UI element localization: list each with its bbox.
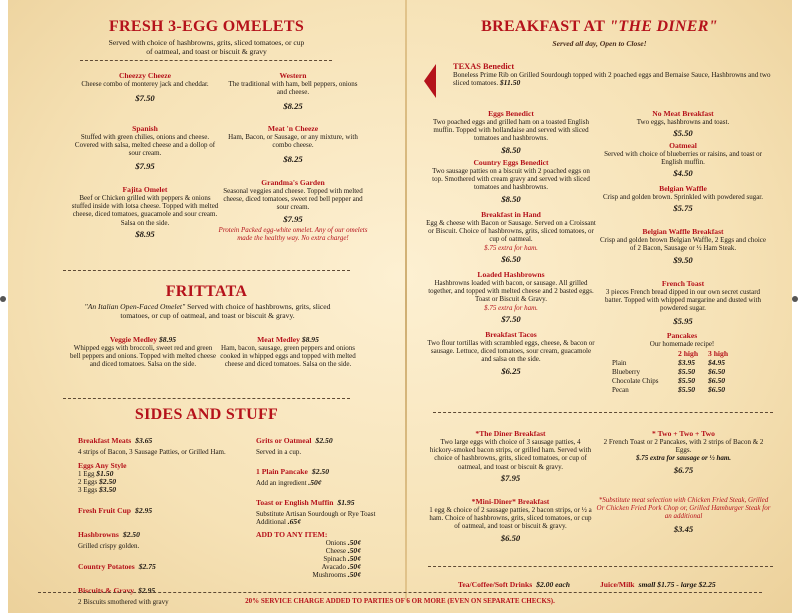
menu-item-no-meat-breakfast: No Meat Breakfast Two eggs, hashbrowns and toast. $5.50 bbox=[636, 109, 730, 139]
texas-marker bbox=[424, 64, 436, 98]
item-price: $8.25 bbox=[283, 101, 303, 112]
healthy-note: Protein Packed egg-white omelet. Any of our omelets made the healthy way. No extra charge! bbox=[218, 225, 368, 242]
item-name: Western bbox=[279, 71, 307, 80]
menu-item-western bbox=[218, 71, 368, 111]
add-items-list: Onions .50¢ Cheese .50¢ Spinach .50¢ Avacado .50¢ Mushrooms .50¢ bbox=[312, 538, 361, 579]
sides-right-column: Grits or Oatmeal $2.50 Served in a cup. 1 Plain Pancake $2.50 Add an ingredient .50¢ Toast or English Muffin $1.95 Substitute Artisan Sourdough or Rye Toast Additional .65¢ ADD TO ANY ITEM: Onions .50¢ Cheese .50¢ Spinach .50¢ Avacado .50¢ Mushrooms .50¢ bbox=[256, 430, 381, 579]
menu-item-cheezzy-cheeze bbox=[70, 71, 220, 103]
item-name: Cheezzy Cheeze bbox=[118, 71, 172, 80]
menu-item-breakfast-tacos: Breakfast Tacos Two flour tortillas with scrambled eggs, cheese, & bacon or sausage. Lettuce, diced tomatoes, sour cream, guacamole and salsa on the side. $6.25 bbox=[427, 330, 595, 376]
item-desc: Ham, Bacon, or Sausage, or any mixture, with combo cheese. bbox=[228, 133, 358, 150]
breakfast-subtitle: Served all day, Open to Close! bbox=[552, 39, 647, 48]
side-hashbrowns: Hashbrowns $2.50 bbox=[78, 530, 140, 539]
item-desc: Whipped eggs with broccoli, sweet red and green bell peppers and onions. Topped with melted cheese and diced tomatoes. Salsa on the side. bbox=[70, 344, 216, 369]
item-price: $7.95 bbox=[135, 160, 155, 171]
menu-item-breakfast-in-hand: Breakfast in Hand Egg & cheese with Bacon or Sausage. Served on a Croissant or Biscuit. Choice of hashbrowns, grits, sliced tomatoes, or cup of oatmeal. $.75 extra for ham. $6.50 bbox=[426, 210, 596, 264]
item-desc: Seasonal veggies and cheese. Topped with melted cheese, diced tomatoes, sweet red bell pepper and sour cream. bbox=[223, 187, 363, 212]
drinks-line: Tea/Coffee/Soft Drinks $2.00 each Juice/Milk small $1.75 - large $2.25 bbox=[458, 580, 716, 589]
item-price: $8.95 bbox=[135, 228, 155, 239]
menu-item-french-toast: French Toast 3 pieces French bread dipped in our own secret custard batter. Topped with whipped margarine and dusted with powdered sugar. $5.95 bbox=[605, 279, 761, 326]
breakfast-title: BREAKFAST AT "THE DINER" bbox=[481, 18, 718, 35]
page-fold bbox=[405, 0, 407, 600]
binding-hole-right bbox=[792, 296, 798, 302]
divider bbox=[433, 412, 773, 413]
item-price: $7.50 bbox=[135, 93, 155, 104]
menu-item-pancakes: Pancakes Our homemade recipe! 2 high 3 high Plain $3.95 $4.95 Blueberry $5.50 $6.50 Chocolate Chips $5.50 $6.50 Pecan $5.50 $6.50 bbox=[612, 331, 729, 395]
item-desc: Ham, bacon, sausage, green peppers and onions cooked in whipped eggs and topped with melted cheese and diced tomatoes. Salsa on the side. bbox=[220, 344, 356, 369]
pancake-price-table: 2 high 3 high Plain $3.95 $4.95 Blueberry $5.50 $6.50 Chocolate Chips $5.50 $6.50 Pecan $5.50 $6.50 bbox=[612, 349, 729, 395]
item-price: $7.95 bbox=[283, 213, 303, 224]
menu-item-belgian-waffle-breakfast: Belgian Waffle Breakfast Crisp and golden brown Belgian Waffle, 2 Eggs and choice of 2 Bacon, Sausage or ½ Ham Steak. $9.50 bbox=[600, 227, 766, 266]
frittata-subtitle: "An Italian Open-Faced Omelet" Served with choice of hashbrowns, grits, sliced tomatoes, or cup of oatmeal, and toast or biscuit & gravy. bbox=[84, 302, 331, 320]
side-country-potatoes: Country Potatoes $2.75 bbox=[78, 562, 156, 571]
item-desc: Cheese combo of monterey jack and cheddar. bbox=[81, 80, 209, 88]
item-desc: Beef or Chicken grilled with peppers & onions stuffed inside with lotsa cheese. Topped with melted cheese, diced tomatoes, guacamole and sour cream. Salsa on the side. bbox=[71, 194, 219, 227]
side-eggs-any-style: Eggs Any Style bbox=[78, 461, 127, 470]
menu-item-two-two-two: * Two + Two + Two 2 French Toast or 2 Pancakes, with 2 strips of Bacon & 2 Eggs. $.75 extra for sausage or ½ ham. $6.75 bbox=[603, 429, 764, 475]
side-biscuits-gravy: Biscuits & Gravy $2.95 bbox=[78, 586, 156, 595]
item-desc: The traditional with ham, bell peppers, onions and cheese. bbox=[228, 80, 358, 97]
substitute-note: *Substitute meat selection with Chicken Fried Steak, Grilled Or Chicken Fried Pork Chop or, Grilled Hamburger Steak for an additional $3.45 bbox=[596, 496, 771, 534]
side-grits-oatmeal: Grits or Oatmeal $2.50 bbox=[256, 436, 333, 445]
item-name: Fajita Omelet bbox=[122, 185, 168, 194]
item-name: Grandma's Garden bbox=[261, 178, 325, 187]
frittata-title: FRITTATA bbox=[165, 283, 248, 300]
divider bbox=[63, 398, 350, 399]
item-price: $8.25 bbox=[283, 154, 303, 165]
menu-item-country-eggs-benedict: Country Eggs Benedict Two sausage patties on a biscuit with 2 poached eggs on top. Smothered with cream gravy and served with sliced tomatoes and hashbrowns. $8.50 bbox=[432, 158, 590, 204]
service-charge-note: 20% SERVICE CHARGE ADDED TO PARTIES OF 6 OR MORE (EVEN ON SEPARATE CHECKS). bbox=[245, 597, 555, 605]
menu-item-meat-n-cheeze bbox=[218, 124, 368, 164]
menu-item-texas-benedict: TEXAS Benedict Boneless Prime Rib on Grilled Sourdough topped with 2 poached eggs and Bernaise Sauce, Hashbrowns and two sliced tomatoes. $11.50 bbox=[453, 62, 771, 87]
divider bbox=[428, 566, 773, 567]
menu-item-eggs-benedict: Eggs Benedict Two poached eggs and grilled ham on a toasted English muffin. Topped with hollandaise and served with sliced tomatoes and hashbrowns. $8.50 bbox=[433, 109, 589, 155]
side-breakfast-meats: Breakfast Meats $3.65 bbox=[78, 436, 153, 445]
menu-item-mini-diner-breakfast: *Mini-Diner* Breakfast 1 egg & choice of 2 sausage patties, 2 bacon strips, or ½ a ham. Choice of hashbrowns, grits, sliced tomatoes, or cup of oatmeal, and toast or biscuit & gravy. $6.50 bbox=[429, 497, 592, 543]
menu-item-spanish bbox=[70, 124, 220, 171]
menu-item-veggie-medley: Veggie Medley $8.95 Whipped eggs with broccoli, sweet red and green bell peppers and onions. Topped with melted cheese and diced tomatoes. Salsa on the side. bbox=[68, 335, 218, 369]
sides-title: SIDES AND STUFF bbox=[134, 406, 279, 423]
omelets-subtitle: Served with choice of hashbrowns, grits, sliced tomatoes, or cup of oatmeal, and toast or biscuit & gravy bbox=[108, 38, 305, 56]
menu-page bbox=[8, 0, 792, 613]
add-to-any-item-title: ADD TO ANY ITEM: bbox=[256, 530, 328, 539]
item-name: Meat 'n Cheeze bbox=[267, 124, 319, 133]
menu-item-loaded-hashbrowns: Loaded Hashbrowns Hashbrowns loaded with bacon, or sausage. All grilled together, and topped with melted cheese and 2 basted eggs. Toast or Biscuit & Gravy. $.75 extra for ham. $7.50 bbox=[428, 270, 594, 324]
binding-hole-left bbox=[0, 296, 6, 302]
sides-left-column: Breakfast Meats $3.65 4 strips of Bacon, 3 Sausage Patties, or Grilled Ham. Eggs Any Style 1 Egg $1.50 2 Eggs $2.50 3 Eggs $3.50 Fresh Fruit Cup $2.95 Hashbrowns $2.50 Grilled crispy golden. Country Potatoes $2.75 Biscuits & Gravy $2.95 2 Biscuits smothered with gravy bbox=[78, 430, 233, 606]
menu-item-meat-medley: Meat Medley $8.95 Ham, bacon, sausage, green peppers and onions cooked in whipped eggs and topped with melted cheese and diced tomatoes. Salsa on the side. bbox=[213, 335, 363, 369]
side-fruit-cup: Fresh Fruit Cup $2.95 bbox=[78, 506, 153, 515]
item-name: Spanish bbox=[132, 124, 158, 133]
menu-item-oatmeal: Oatmeal Served with choice of blueberries or raisins, and toast or English muffin. $4.50 bbox=[604, 141, 762, 179]
menu-item-fajita-omelet bbox=[70, 185, 220, 239]
side-toast: Toast or English Muffin $1.95 bbox=[256, 498, 355, 507]
footer-divider bbox=[38, 592, 762, 593]
item-desc: Stuffed with green chilies, onions and cheese. Covered with salsa, melted cheese and a dollop of sour cream. bbox=[74, 133, 216, 158]
menu-item-grandmas-garden bbox=[218, 178, 368, 242]
menu-item-belgian-waffle: Belgian Waffle Crisp and golden brown. Sprinkled with powdered sugar. $5.75 bbox=[602, 184, 763, 214]
divider bbox=[80, 60, 332, 61]
frittata-quote: "An Italian Open-Faced Omelet" bbox=[84, 302, 186, 311]
divider bbox=[63, 270, 350, 271]
side-plain-pancake: 1 Plain Pancake $2.50 bbox=[256, 467, 329, 476]
menu-item-diner-breakfast: *The Diner Breakfast Two large eggs with choice of 3 sausage patties, 4 hickory-smoked bacon strips, or grilled ham. Served with choice of hashbrowns, grits, sliced tomatoes, or cup of oatmeal, and toast or biscuit & gravy. $7.95 bbox=[429, 429, 592, 483]
omelets-title: FRESH 3-EGG OMELETS bbox=[108, 18, 305, 35]
